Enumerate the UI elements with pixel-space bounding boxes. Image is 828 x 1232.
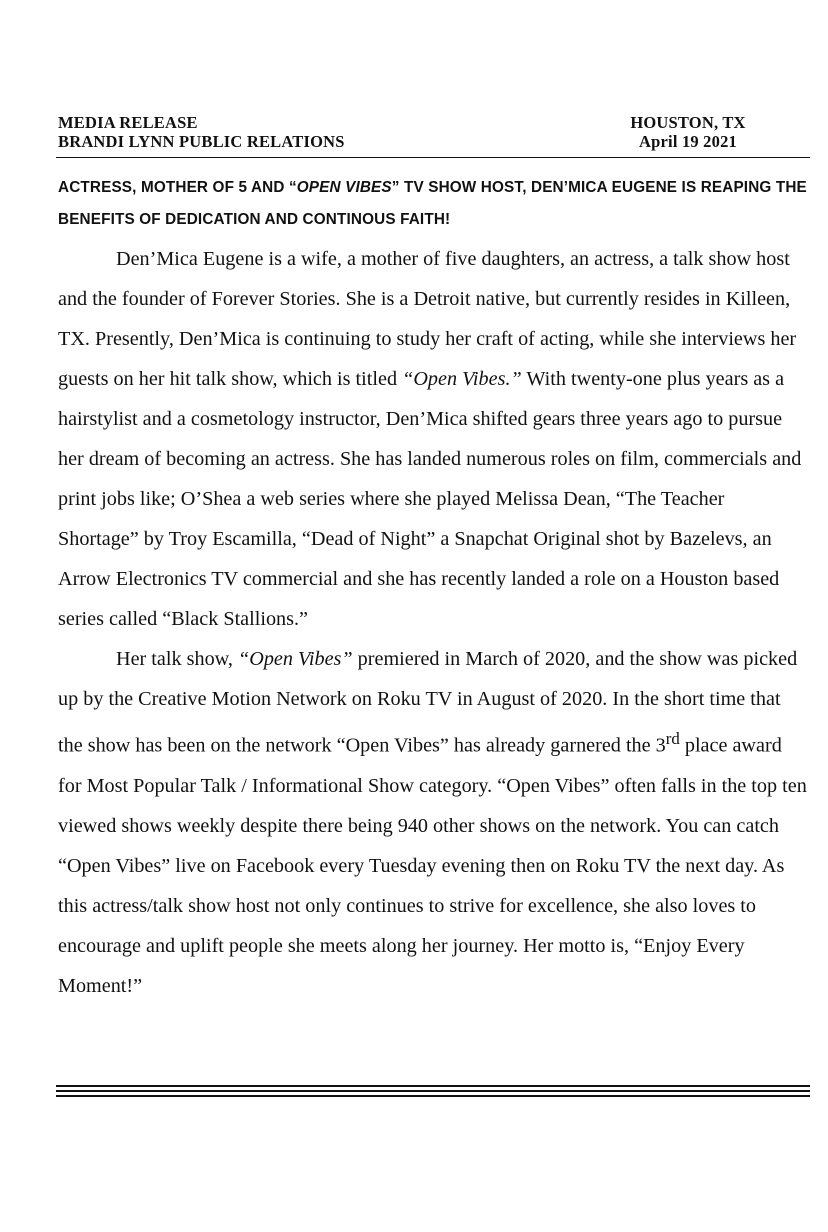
header-divider — [56, 157, 810, 158]
paragraph-1 — [58, 239, 810, 639]
headline-part2: ” TV SHOW HOST, DEN’MICA EUGENE IS REAPING THE BENEFITS OF DEDICATION AND CONTINOUS FAITH! — [58, 179, 807, 228]
paragraph-2-text-a: Her talk show, — [116, 648, 239, 670]
paragraph-1-show-title: “Open Vibes.” — [402, 368, 522, 390]
paragraph-2-show-title: “Open Vibes” — [238, 648, 353, 670]
headline-part1: ACTRESS, MOTHER OF 5 AND “ — [58, 179, 297, 196]
footer-rule-1 — [56, 1085, 810, 1087]
paragraph-1-text-a: Den’Mica Eugene is a wife, a mother of five daughters, an actress, a talk show host and the founder of Forever Stories. She is a Detroit native, but currently resides in Killeen, TX. Presently, Den’Mica is continuing to study her craft of acting, while she interviews her guests on her hit talk show, which is titled — [58, 248, 797, 390]
header-left-block — [58, 113, 345, 151]
media-release-label: MEDIA RELEASE — [58, 113, 198, 132]
paragraph-2-text-b: premiered in March of 2020, and the show was picked up by the Creative Motion Network on Roku TV in August of 2020. In the short time that the show has been on the network “Open Vibes” has already garnered the 3 — [58, 648, 798, 757]
release-location: HOUSTON, TX — [630, 113, 746, 132]
footer-rule-3 — [56, 1095, 810, 1097]
release-body — [58, 239, 810, 1006]
release-date: April 19 2021 — [639, 132, 737, 151]
headline — [58, 172, 818, 236]
header-right-block — [628, 113, 748, 151]
pr-agency-name: BRANDI LYNN PUBLIC RELATIONS — [58, 132, 345, 151]
paragraph-2-text-c: place award for Most Popular Talk / Informational Show category. “Open Vibes” often falls in the top ten viewed shows weekly despite there being 940 other shows on the network. You can catch “Open Vibes” live on Facebook every Tuesday evening then on Roku TV the next day. As this actress/talk show host not only continues to strive for excellence, she also loves to encourage and uplift people she meets along her journey. Her motto is, “Enjoy Every Moment!” — [58, 734, 807, 997]
paragraph-1-text-b: With twenty-one plus years as a hairstylist and a cosmetology instructor, Den’Mica shifted gears three years ago to pursue her dream of becoming an actress. She has landed numerous roles on film, commercials and print jobs like; O’Shea a web series where she played Melissa Dean, “The Teacher Shortage” by Troy Escamilla, “Dead of Night” a Snapchat Original shot by Bazelevs, an Arrow Electronics TV commercial and she has recently landed a role on a Houston based series called “Black Stallions.” — [58, 368, 802, 630]
ordinal-superscript: rd — [665, 729, 680, 748]
paragraph-2 — [58, 639, 810, 1006]
headline-show-title: OPEN VIBES — [296, 179, 392, 196]
footer-rule-2 — [56, 1090, 810, 1092]
